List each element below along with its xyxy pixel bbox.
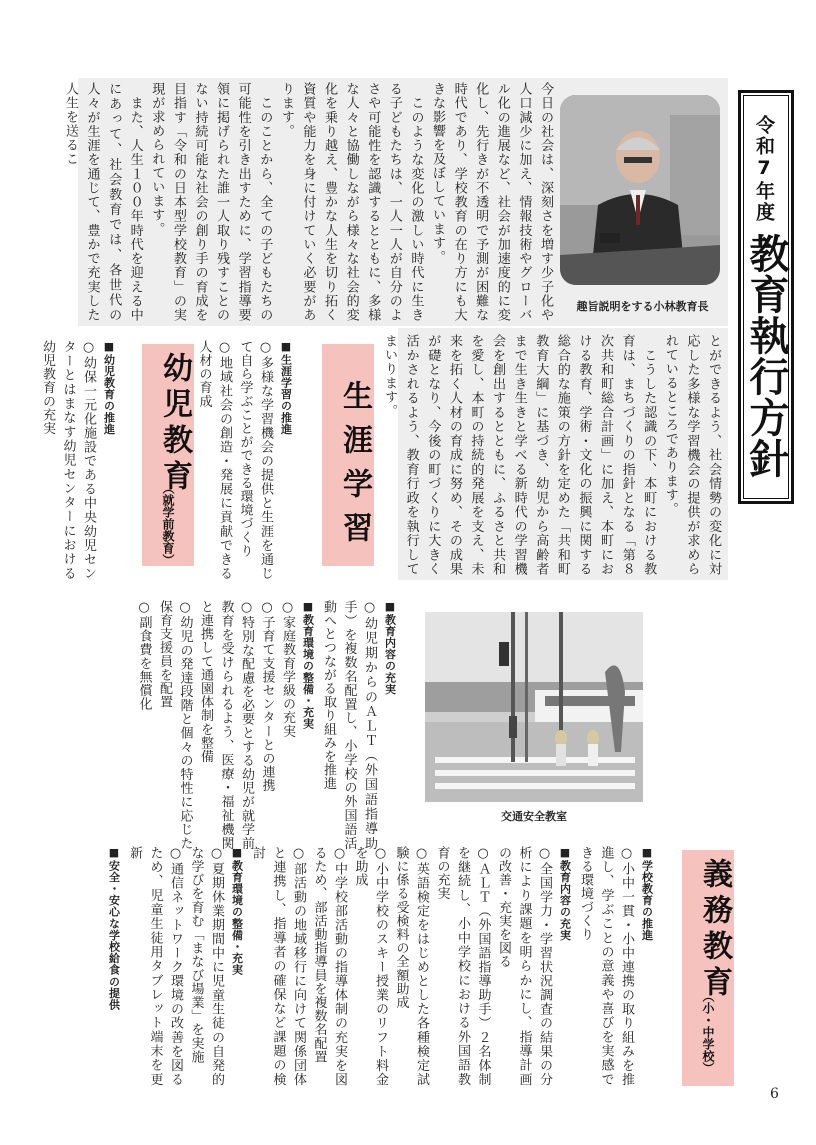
lifelong-subheading: ■生涯学習の推進 xyxy=(279,340,293,435)
early-subheading-2: ■教育内容の充実 xyxy=(383,600,397,695)
intro-text-2: とができるよう、社会情勢の変化に対応した多様な学習機会の提供が求められているところであります。 こうした認識の下、本町における教育は、まちづくりの指針となる「第８次共和町総合計画」に加え、本町における教育、学術・文化の振興に関する総合的な施策の方針を定めた「共和町教育大綱」に基づき、幼児から高齢者まで生き生きと学べる新時代の学習機会を創出するとともに、ふるさと共和を愛し、本町の持続的発展を支え、未来を拓く人材の育成に努め、その成果が礎となり、今後の町づくりに大きく活かされるよう、教育行政を執行してまいります。 xyxy=(382,334,721,576)
compulsory-subheading-4: ■安全・安心な学校給食の提供 xyxy=(107,846,121,1011)
compulsory-heading-paren: （小・中学校） xyxy=(701,990,715,1074)
lifelong-items: ○多様な学習機会の提供と生涯を通じて自ら学ぶことができる環境づくり ○地域社会の創造・発展に貢献できる人材の育成 xyxy=(196,340,273,580)
intro-text-1: 今日の社会は、深刻さを増す少子化や人口減少に加え、情報技術やグローバル化の進展など、社会が加速度的に変化し、先行きが不透明で予測が困難な時代であり、学校教育の在り方にも大きな影響を及ぼしています。 このような変化の激しい時代に生きる子どもたちは、一人一人が自分のよさや可能性を認識するとともに、多様な人々と協働しながら様々な社会的変化を乗り越え、豊かな人生を切り拓く資質や能力を身に付けていく必要があります。 このことから、全ての子どもたちの可能性を引き出すために、学習指導要領に掲げられた誰一人取り残すことのない持続可能な社会の創り手の育成を目指す「令和の日本型学校教育」の実現が求められています。 また、人生１００年時代を迎える中にあって、社会教育では、各世代の人々が生涯を通じて、豊かで充実した人生を送るこ xyxy=(62,82,553,322)
page-title: 教育執行方針 xyxy=(743,233,789,479)
compulsory-heading: 義務教育 xyxy=(697,858,732,1002)
page-number: 6 xyxy=(770,1086,779,1102)
early-subheading: ■幼児教育の推進 xyxy=(102,340,116,435)
lifelong-heading-box xyxy=(322,344,374,566)
traffic-photo xyxy=(425,612,643,802)
early-text-2: ○幼児期からのＡＬＴ（外国語指導助手）を複数名配置し、小学校の外国語活動へとつながる取り組みを推進 xyxy=(321,600,377,850)
early-subheading-3: ■教育環境の整備・充実 xyxy=(301,600,315,730)
traffic-photo-image xyxy=(425,612,643,802)
early-heading-paren: （就学前教育） xyxy=(161,482,175,566)
early-content-1 xyxy=(40,340,139,580)
early-content-2 xyxy=(90,600,420,850)
speaker-caption: 趣旨説明をする小林教育長 xyxy=(576,300,709,313)
title-box xyxy=(738,90,794,504)
compulsory-heading-box xyxy=(682,850,734,1086)
early-heading-box xyxy=(142,344,194,566)
early-text-1: ○幼保一元化施設である中央幼児センターとはまなす幼児センターにおける幼児教育の充実 xyxy=(40,340,96,580)
compulsory-content xyxy=(92,846,677,1086)
compulsory-text-3: ○夏期休業期間中に児童生徒の自発的な学びを育む「まなび場業」を実施 ○通信ネットワーク環境の改善を図るため、児童生徒用タブレット端末を更新 xyxy=(127,846,224,1086)
speaker-photo xyxy=(560,95,720,285)
lifelong-heading: 生涯学習 xyxy=(337,380,372,556)
compulsory-text-2: ○全国学力・学習状況調査の結果の分析により課題を明らかにし、指導計画の改善・充実を図る ○ＡＬＴ（外国語指導助手）２名体制を継続し、小中学校における外国語教育の充実 ○英語検定をはじめとした各種検定試験に係る受検料の全額助成 ○小中学校のスキー授業のリフト料金を助成 ○中学校部活動の指導体制の充実を図るため、部活動指導員を複数名配置 ○部活動の地域移行に向けて関係団体と連携し、指導者の確保など課題の検討 xyxy=(250,846,552,1086)
early-heading: 幼児教育 xyxy=(157,352,192,496)
compulsory-text-1: ○小中一貫・小中連携の取り組みを推進し、学ぶことの意義や喜びを実感できる環境づくり xyxy=(578,846,634,1086)
early-content-continue xyxy=(700,608,736,838)
speaker-photo-image xyxy=(560,95,720,285)
compulsory-subheading-1: ■学校教育の推進 xyxy=(640,846,654,941)
compulsory-subheading-3: ■教育環境の整備・充実 xyxy=(230,846,244,976)
traffic-caption: 交通安全教室 xyxy=(501,810,567,823)
title-year: 令和7年度 xyxy=(753,115,775,223)
compulsory-subheading-2: ■教育内容の充実 xyxy=(558,846,572,941)
early-text-3: ○家庭教育学級の充実 ○子育て支援センターとの連携 ○特別な配慮を必要とする幼児が就学前教育を受けられるよう、医療・福祉機関と連携して通園体制を整備 ○幼児の発達段階と個々の特性に応じた保育支援員を配置 ○副食費を無償化 xyxy=(136,600,295,850)
lifelong-content xyxy=(198,340,316,580)
